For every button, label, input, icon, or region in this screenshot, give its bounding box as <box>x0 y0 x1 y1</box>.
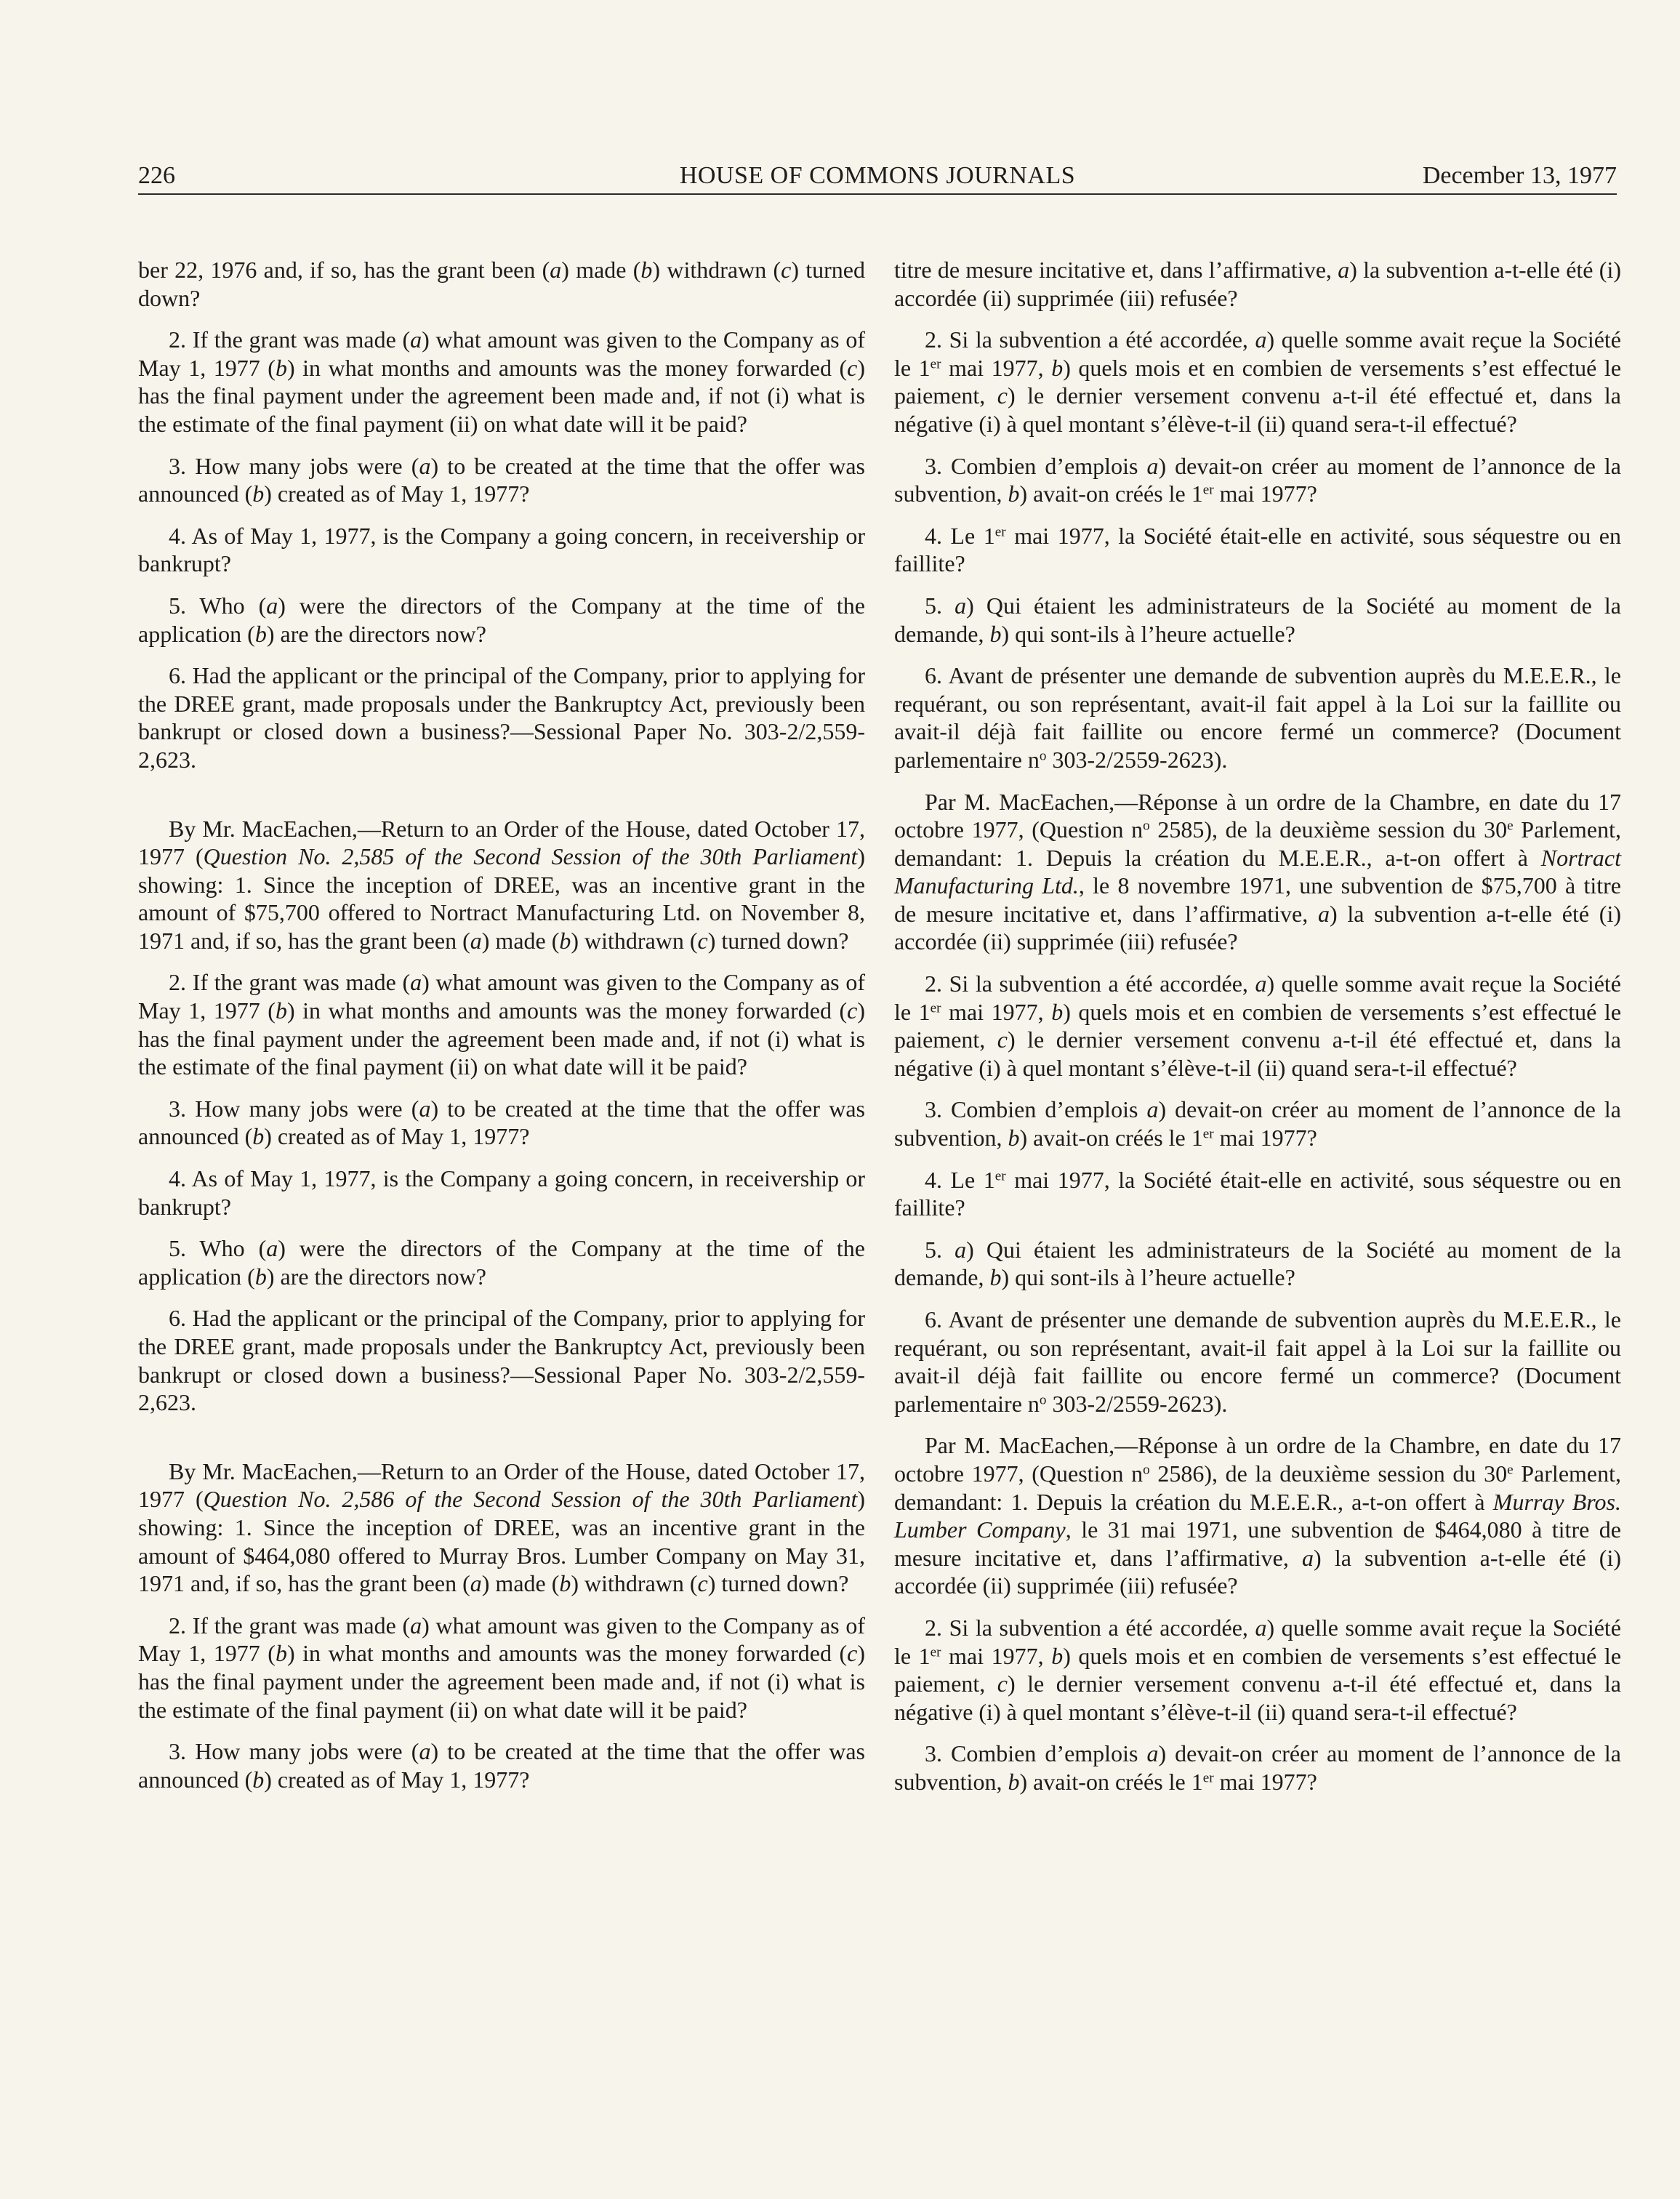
paragraph: 6. Avant de présenter une demande de subvention auprès du M.E.E.R., le requérant, ou son représentant, avait-il fait appel à la Loi sur la faillite ou avait-il déjà fait faillite ou encore fermé un commerce? (Document parlementaire $n^o$ 303-2/2559-2623). <box>894 662 1621 773</box>
paragraph: 4. Le 1er mai 1977, la Société était-elle en activité, sous séquestre ou en faillite? <box>894 1166 1622 1221</box>
paragraph: 2. If the grant was made (a) what amount was given to the Company as of May 1, 1977 (b) in what months and amounts was the money forwarded (c) has the final payment under the agreement been made and, if not (i) what is the estimate of the final payment (ii) on what date will it be paid? <box>138 969 866 1080</box>
paragraph: 6. Avant de présenter une demande de subvention auprès du M.E.E.R., le requérant, ou son représentant, avait-il fait appel à la Loi sur la faillite ou avait-il déjà fait faillite ou encore fermé un commerce? (Document parlementaire $n^o$ 303-2/2559-2623). <box>894 1306 1621 1417</box>
paragraph: 3. Combien d’emplois a) devait-on créer au moment de l’annonce de la subvention, b) avait-on créés le 1er mai 1977? <box>894 1740 1622 1795</box>
return-paragraph: Par M. MacEachen,—Réponse à un ordre de la Chambre, en date du 17 octobre 1977, (Question $n^o$ 2585), de la deuxième session du 30e Parlement, demandant: 1. Depuis la création du M.E.E.R., a-t-on offert à Nortract Manufacturing Ltd., le 8 novembre 1971, une subvention de $75,700 à titre de mesure incitative et, dans l’affirmative, a) la subvention a-t-elle été (i) accordée (ii) supprimée (iii) refusée? <box>894 788 1622 955</box>
paragraph: titre de mesure incitative et, dans l’affirmative, a) la subvention a-t-elle été (i) accordée (ii) supprimée (iii) refusée? <box>894 257 1622 311</box>
paragraph: 3. Combien d’emplois a) devait-on créer au moment de l’annonce de la subvention, b) avait-on créés le 1er mai 1977? <box>894 1096 1622 1151</box>
paragraph: 3. How many jobs were (a) to be created at the time that the offer was announced (b) created as of May 1, 1977? <box>138 1738 866 1793</box>
paragraph: 3. How many jobs were (a) to be created at the time that the offer was announced (b) created as of May 1, 1977? <box>138 1095 866 1150</box>
english-column <box>138 256 865 1807</box>
paragraph: 2. Si la subvention a été accordée, a) quelle somme avait reçue la Société le 1er mai 1977, b) quels mois et en combien de versements s’est effectué le paiement, c) le dernier versement convenu a-t-il été effectué et, dans la négative (i) à quel montant s’élève-t-il (ii) quand sera-t-il effectué? <box>894 970 1622 1081</box>
paragraph: 5. a) Qui étaient les administrateurs de la Société au moment de la demande, b) qui sont-ils à l’heure actuelle? <box>894 1236 1622 1291</box>
paragraph: 2. Si la subvention a été accordée, a) quelle somme avait reçue la Société le 1er mai 1977, b) quels mois et en combien de versements s’est effectué le paiement, c) le dernier versement convenu a-t-il été effectué et, dans la négative (i) à quel montant s’élève-t-il (ii) quand sera-t-il effectué? <box>894 1614 1622 1725</box>
paragraph: 5. Who (a) were the directors of the Company at the time of the application (b) are the directors now? <box>138 1235 866 1290</box>
paragraph: 6. Had the applicant or the principal of the Company, prior to applying for the DREE grant, made proposals under the Bankruptcy Act, previously been bankrupt or closed down a business?—Sessional Paper No. 303-2/2,559-2,623. <box>138 662 865 773</box>
return-paragraph: Par M. MacEachen,—Réponse à un ordre de la Chambre, en date du 17 octobre 1977, (Question $n^o$ 2586), de la deuxième session du 30e Parlement, demandant: 1. Depuis la création du M.E.E.R., a-t-on offert à Murray Bros. Lumber Company, le 31 mai 1971, une subvention de $464,080 à titre de mesure incitative et, dans l’affirmative, a) la subvention a-t-elle été (i) accordée (ii) supprimée (iii) refusée? <box>894 1432 1622 1599</box>
page-number: 226 <box>138 162 175 189</box>
return-paragraph: By Mr. MacEachen,—Return to an Order of the House, dated October 17, 1977 (Question No. 2,585 of the Second Session of the 30th Parliament) showing: 1. Since the inception of DREE, was an incentive grant in the amount of $75,700 offered to Nortract Manufacturing Ltd. on November 8, 1971 and, if so, has the grant been (a) made (b) withdrawn (c) turned down? <box>138 815 866 954</box>
paragraph: 3. How many jobs were (a) to be created at the time that the offer was announced (b) created as of May 1, 1977? <box>138 452 866 507</box>
page-header <box>138 156 1617 195</box>
paragraph: 2. Si la subvention a été accordée, a) quelle somme avait reçue la Société le 1er mai 1977, b) quels mois et en combien de versements s’est effectué le paiement, c) le dernier versement convenu a-t-il été effectué et, dans la négative (i) à quel montant s’élève-t-il (ii) quand sera-t-il effectué? <box>894 326 1622 437</box>
paragraph: 5. Who (a) were the directors of the Company at the time of the application (b) are the directors now? <box>138 592 866 647</box>
paragraph: 4. As of May 1, 1977, is the Company a going concern, in receivership or bankrupt? <box>138 1165 865 1220</box>
paragraph: ber 22, 1976 and, if so, has the grant been (a) made (b) withdrawn (c) turned down? <box>138 257 865 311</box>
journal-title: HOUSE OF COMMONS JOURNALS <box>679 162 1076 189</box>
paragraph: 2. If the grant was made (a) what amount was given to the Company as of May 1, 1977 (b) in what months and amounts was the money forwarded (c) has the final payment under the agreement been made and, if not (i) what is the estimate of the final payment (ii) on what date will it be paid? <box>138 326 866 437</box>
paragraph: 3. Combien d’emplois a) devait-on créer au moment de l’annonce de la subvention, b) avait-on créés le 1er mai 1977? <box>894 452 1622 507</box>
return-paragraph: By Mr. MacEachen,—Return to an Order of the House, dated October 17, 1977 (Question No. 2,586 of the Second Session of the 30th Parliament) showing: 1. Since the inception of DREE, was an incentive grant in the amount of $464,080 offered to Murray Bros. Lumber Company on May 31, 1971 and, if so, has the grant been (a) made (b) withdrawn (c) turned down? <box>138 1458 866 1597</box>
paragraph: 4. As of May 1, 1977, is the Company a going concern, in receivership or bankrupt? <box>138 522 865 577</box>
paragraph: 2. If the grant was made (a) what amount was given to the Company as of May 1, 1977 (b) in what months and amounts was the money forwarded (c) has the final payment under the agreement been made and, if not (i) what is the estimate of the final payment (ii) on what date will it be paid? <box>138 1612 866 1723</box>
paragraph: 5. a) Qui étaient les administrateurs de la Société au moment de la demande, b) qui sont-ils à l’heure actuelle? <box>894 592 1622 647</box>
french-column <box>894 256 1621 1810</box>
journal-date: December 13, 1977 <box>1422 162 1617 189</box>
paragraph: 4. Le 1er mai 1977, la Société était-elle en activité, sous séquestre ou en faillite? <box>894 522 1622 577</box>
paragraph: 6. Had the applicant or the principal of the Company, prior to applying for the DREE grant, made proposals under the Bankruptcy Act, previously been bankrupt or closed down a business?—Sessional Paper No. 303-2/2,559-2,623. <box>138 1305 865 1416</box>
